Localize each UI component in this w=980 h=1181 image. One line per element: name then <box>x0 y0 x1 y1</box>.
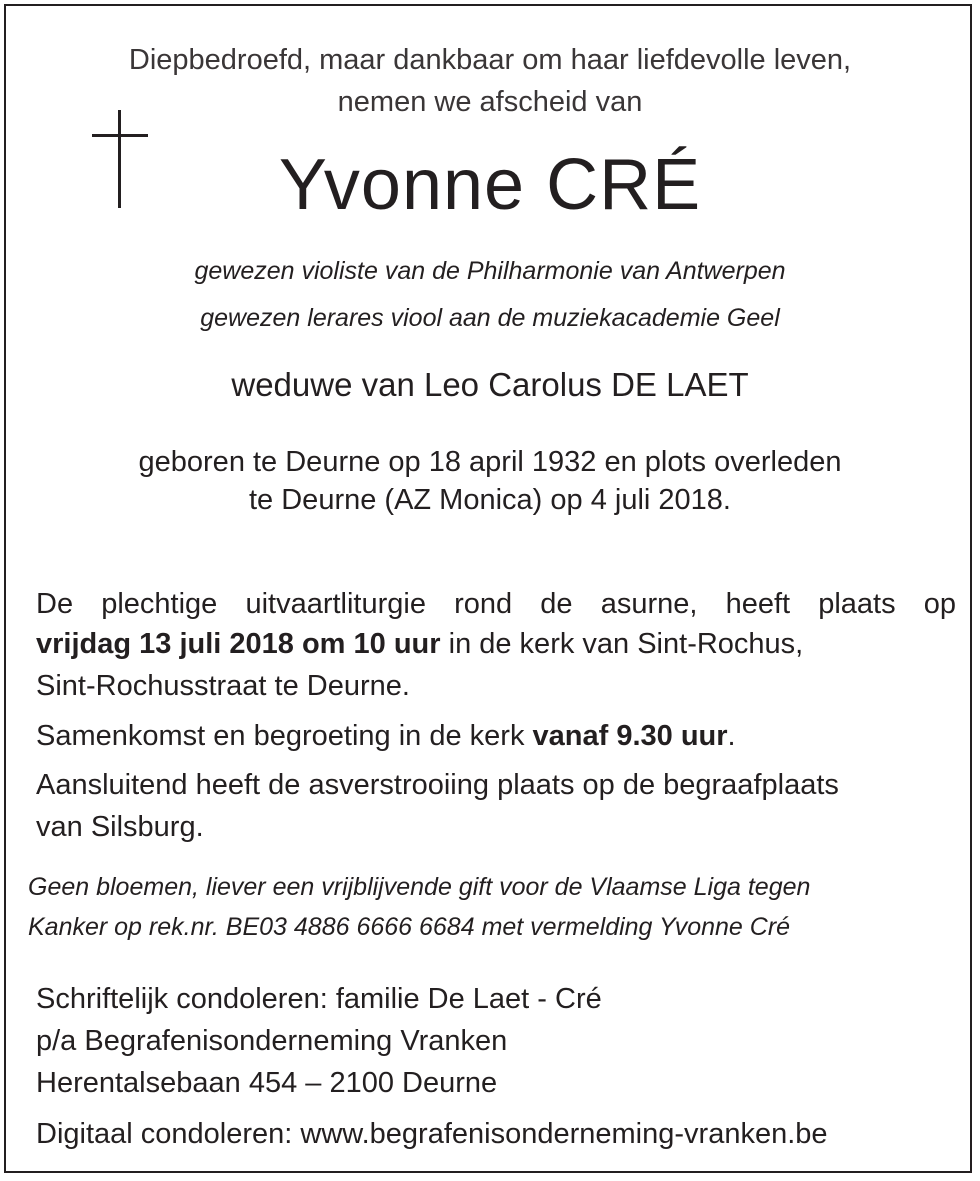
birth-death-line-1: geboren te Deurne op 18 april 1932 en plots overleden <box>138 446 842 478</box>
gathering-line <box>36 720 736 753</box>
contact-line-2: p/a Begrafenisonderneming Vranken <box>36 1025 508 1057</box>
donation-line-1: Geen bloemen, liever een vrijblijvende gift voor de Vlaamse Liga tegen <box>28 873 811 901</box>
deceased-name: Yvonne CRÉ <box>278 145 702 225</box>
gathering-end: . <box>727 720 736 752</box>
funeral-line-1: De plechtige uitvaartliturgie rond de asurne, heeft plaats op <box>36 588 956 620</box>
birth-death-line-2: te Deurne (AZ Monica) op 4 juli 2018. <box>249 484 731 516</box>
contact-line-4: Digitaal condoleren: www.begrafenisonderneming-vranken.be <box>36 1118 828 1150</box>
role-line-1: gewezen violiste van de Philharmonie van Antwerpen <box>194 257 786 285</box>
intro-line-1: Diepbedroefd, maar dankbaar om haar liefdevolle leven, <box>128 44 852 76</box>
funeral-line-3: Sint-Rochusstraat te Deurne. <box>36 670 410 702</box>
contact-line-1: Schriftelijk condoleren: familie De Laet - Cré <box>36 983 602 1015</box>
gathering-time: vanaf 9.30 uur <box>532 720 728 752</box>
funeral-line-2 <box>36 628 803 661</box>
gathering-text: Samenkomst en begroeting in de kerk <box>36 720 533 752</box>
contact-line-3: Herentalsebaan 454 – 2100 Deurne <box>36 1067 498 1099</box>
role-line-2: gewezen lerares viool aan de muziekacademie Geel <box>200 304 780 332</box>
scattering-line-2: van Silsburg. <box>36 811 204 843</box>
funeral-location: in de kerk van Sint-Rochus, <box>440 628 804 660</box>
widow-of: weduwe van Leo Carolus DE LAET <box>231 366 749 403</box>
intro-line-2: nemen we afscheid van <box>337 86 643 118</box>
funeral-date: vrijdag 13 juli 2018 om 10 uur <box>36 628 441 660</box>
donation-line-2: Kanker op rek.nr. BE03 4886 6666 6684 met vermelding Yvonne Cré <box>28 913 791 941</box>
scattering-line-1: Aansluitend heeft de asverstrooiing plaats op de begraafplaats <box>36 769 839 801</box>
